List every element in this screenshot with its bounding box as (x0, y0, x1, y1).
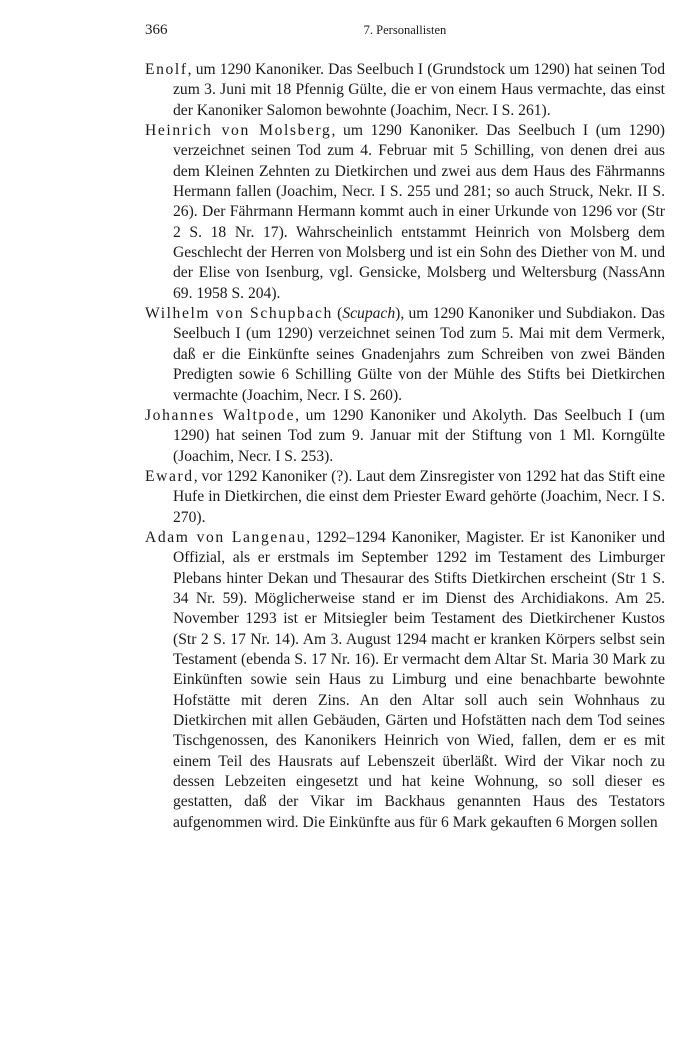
entry-eward (145, 467, 665, 528)
entry-enolf (145, 60, 665, 121)
running-head: 7. Personallisten (363, 23, 447, 37)
entry-name: Eward (145, 467, 194, 485)
entry-wilhelm-von-schupbach (145, 304, 665, 406)
page-number: 366 (145, 22, 168, 38)
entry-name: Heinrich von Molsberg (145, 122, 332, 140)
entry-name: Adam von Langenau (145, 528, 307, 546)
book-page (145, 22, 665, 833)
entry-latin-name: Scupach (342, 305, 396, 323)
entry-list (145, 60, 665, 833)
entry-text: ), um 1290 Kanoniker und Subdiakon. Das Seelbuch I (um 1290) verzeichnet seinen Tod zum 5. Mai mit dem Vermerk, daß er die Einkünfte seines Gnadenjahrs zum Schreiben von zwei Bänden Predigten sowie 6 Schilling Gülte von der Mühle des Stifts bei Dietkirchen vermachte (Joachim, Necr. I S. 260). (173, 305, 665, 404)
entry-text-pre: ( (332, 305, 343, 323)
entry-text: , um 1290 Kanoniker. Das Seelbuch I (um 1290) verzeichnet seinen Tod zum 4. Februar mit 5 Schilling, von denen drei aus dem Kleinen Zehnten zu Dietkirchen und zwei aus dem Haus des Fährmanns Hermann fallen (Joachim, Necr. I S. 255 und 281; so auch Struck, Nekr. II S. 26). Der Fährmann Hermann kommt auch in einer Urkunde von 1296 vor (Str 2 S. 18 Nr. 17). Wahrscheinlich entstammt Heinrich von Molsberg dem Geschlecht der Herren von Molsberg und ist ein Sohn des Diether von M. und der Elise von Isenburg, vgl. Gensicke, Molsberg und Weltersburg (NassAnn 69. 1958 S. 204). (173, 122, 665, 302)
page-header (145, 22, 665, 44)
entry-text: , vor 1292 Kanoniker (?). Laut dem Zinsregister von 1292 hat das Stift eine Hufe in Dietkirchen, die einst dem Priester Eward gehörte (Joachim, Necr. I S. 270). (173, 467, 665, 526)
entry-text: , um 1290 Kanoniker. Das Seelbuch I (Grundstock um 1290) hat seinen Tod zum 3. Juni mit 18 Pfennig Gülte, die er von einem Haus vermachte, das einst der Kanoniker Salomon bewohnte (Joachim, Necr. I S. 261). (173, 61, 665, 119)
entry-text: , 1292–1294 Kanoniker, Magister. Er ist Kanoniker und Offizial, als er erstmals im September 1292 im Testament des Limburger Plebans hinter Dekan und Thesaurar des Stifts Dietkirchen erscheint (Str 1 S. 34 Nr. 59). Möglicherweise stand er im Dienst des Archidiakons. Am 25. November 1293 ist er Mitsiegler beim Testament des Dietkirchener Kustos (Str 2 S. 17 Nr. 14). Am 3. August 1294 macht er kranken Körpers selbst sein Testament (ebenda S. 17 Nr. 16). Er vermacht dem Altar St. Maria 30 Mark zu Einkünften sowie sein Haus zu Limburg und eine benachbarte bewohnte Hofstätte mit deren Zins. An den Altar soll auch sein Wohnhaus zu Dietkirchen mit allen Gebäuden, Gärten und Hofstätten nach dem Tod seines Tischgenossen, des Kanonikers Heinrich von Wied, fallen, dem er es mit einem Teil des Hausrats auf Lebenszeit überläßt. Wird der Vikar noch zu dessen Lebzeiten eingesetzt und hat keine Wohnung, so soll dieser es gestatten, daß der Vikar im Backhaus genannten Haus des Testators aufgenommen wird. Die Einkünfte aus für 6 Mark gekauften 6 Morgen sollen (173, 528, 665, 831)
entry-adam-von-langenau (145, 528, 665, 833)
entry-name: Johannes Waltpode (145, 406, 296, 424)
entry-johannes-waltpode (145, 406, 665, 467)
entry-heinrich-von-molsberg (145, 121, 665, 304)
entry-name: Wilhelm von Schupbach (145, 305, 333, 323)
entry-text: , um 1290 Kanoniker und Akolyth. Das Seelbuch I (um 1290) hat seinen Tod zum 9. Januar mit der Stiftung von 1 Ml. Korngülte (Joachim, Necr. I S. 253). (173, 406, 665, 465)
entry-name: Enolf (145, 61, 188, 78)
